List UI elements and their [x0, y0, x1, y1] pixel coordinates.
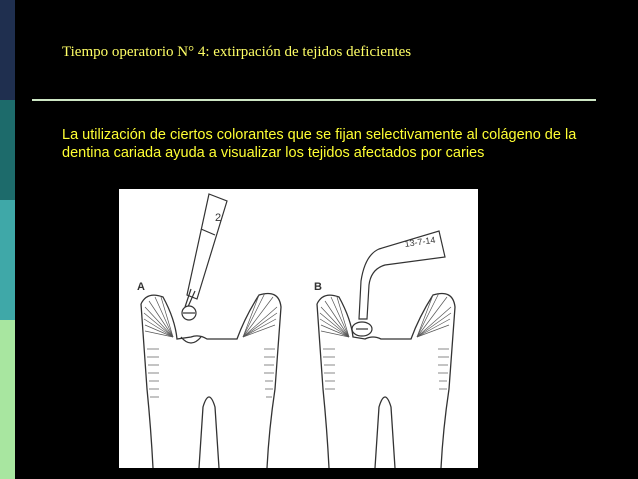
sidebar-segment-teal — [0, 100, 15, 200]
panel-b-label: B — [314, 281, 322, 293]
tooth-a-icon — [141, 294, 281, 469]
sidebar-segment-green — [0, 320, 15, 479]
tooth-a-enamel-hatching — [144, 293, 277, 397]
tooth-b-enamel-hatching — [320, 293, 451, 389]
slide-body-text: La utilización de ciertos colorantes que se fijan selectivamente al colágeno de la dentina cariada ayuda a visualizar los tejidos afectados por caries — [62, 127, 577, 161]
panel-a-label: A — [137, 281, 145, 293]
title-divider — [32, 99, 596, 101]
syringe-label: 2 — [215, 212, 222, 224]
slide-title: Tiempo operatorio N° 4: extirpación de tejidos deficientes — [62, 44, 412, 60]
sidebar-segment-cyan — [0, 200, 15, 320]
dental-illustration — [119, 189, 478, 468]
excavator-instrument-icon — [352, 231, 445, 336]
sidebar-segment-navy — [0, 0, 15, 100]
sidebar-decoration — [0, 0, 15, 479]
instrument-label: 13-7-14 — [403, 234, 437, 249]
